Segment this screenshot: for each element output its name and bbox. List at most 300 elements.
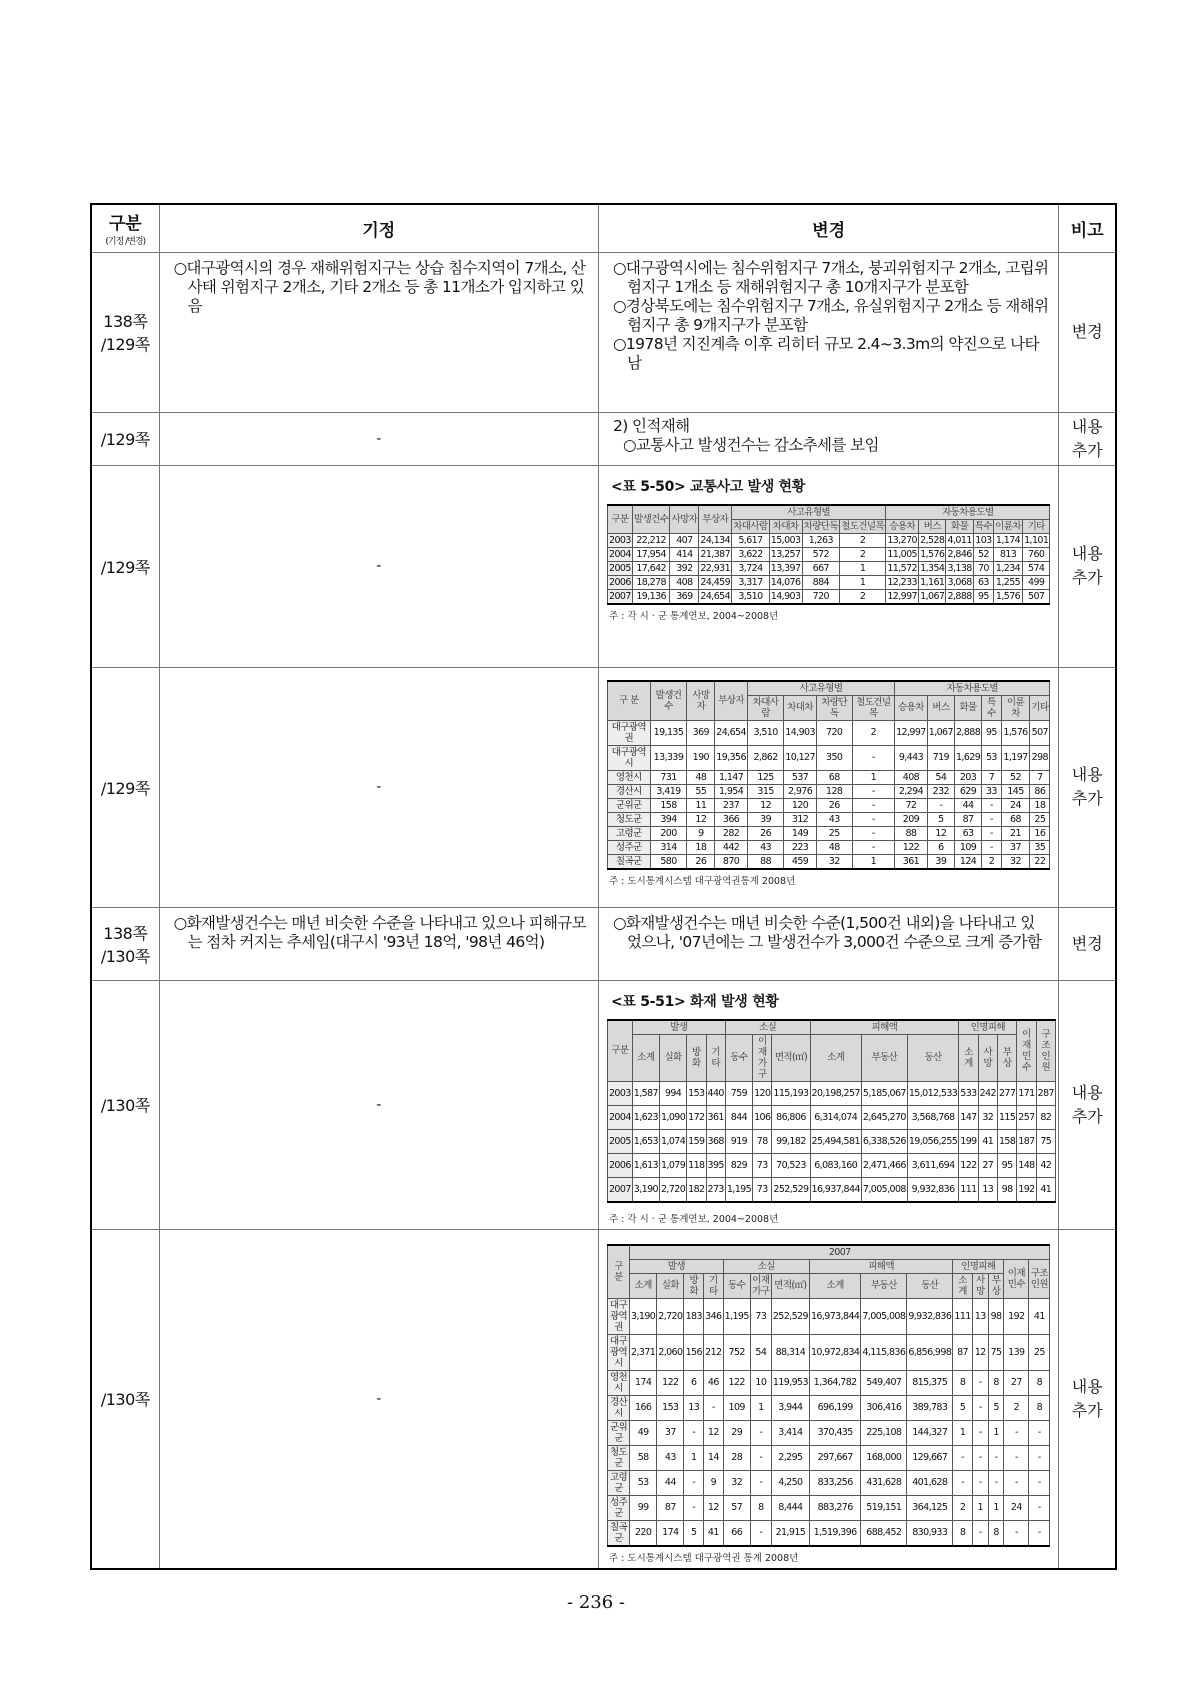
table-cell: 2,471,466 [861, 1153, 907, 1177]
table-cell: 1,576 [920, 548, 945, 560]
column-header: 부상자 [699, 505, 732, 534]
table-header-row [607, 681, 1049, 696]
table-row [91, 980, 1116, 1229]
table-cell: 21,387 [700, 548, 731, 560]
table-cell: 199 [959, 1129, 978, 1153]
table-row [607, 1081, 1055, 1105]
table-cell: 11,572 [887, 562, 917, 574]
remark [1059, 465, 1116, 667]
table-cell: 2,846 [947, 548, 972, 560]
table-cell: 22,931 [700, 562, 731, 574]
table-cell: 5,617 [732, 533, 770, 547]
table-cell: 3,138 [947, 562, 972, 574]
table-cell: 122 [895, 840, 928, 854]
table-cell: - [1029, 1420, 1050, 1445]
table-row [607, 1334, 1049, 1370]
fire-incident-region-table [607, 1244, 1050, 1547]
column-header: 구 분 [607, 681, 650, 721]
table-cell: 1,195 [725, 1177, 752, 1202]
header-category [91, 204, 159, 252]
table-cell: 29 [723, 1420, 750, 1445]
table-cell: 1 [852, 854, 895, 869]
table-cell: - [750, 1520, 771, 1546]
table-cell: 3,568,768 [907, 1105, 958, 1129]
column-header: 2007 [630, 1245, 1050, 1260]
table-cell: 731 [650, 770, 687, 784]
table-row [607, 1129, 1055, 1153]
table-cell: 1 [684, 1445, 704, 1470]
column-header: 사고유형별 [732, 505, 886, 520]
table-cell: 3,510 [732, 589, 770, 604]
table-cell: 459 [784, 854, 817, 869]
table-cell: 166 [630, 1395, 657, 1420]
column-header: 방화 [687, 1034, 706, 1081]
table-cell: 431,628 [861, 1470, 907, 1495]
table-cell: 192 [1017, 1177, 1036, 1202]
table-cell: 87 [954, 812, 981, 826]
table-cell: 392 [670, 561, 699, 575]
table-cell: 48 [816, 840, 852, 854]
table-cell: 27 [978, 1153, 997, 1177]
column-header: 사망자 [687, 681, 715, 721]
table-cell: 32 [1001, 854, 1030, 869]
table-cell: 99 [630, 1495, 657, 1520]
table-row [91, 412, 1116, 465]
column-header: 버스 [927, 695, 954, 720]
table-cell: 209 [895, 812, 928, 826]
traffic-accident-table [607, 504, 1050, 605]
table-cell: 190 [687, 745, 715, 770]
row-label: 영천시 [607, 770, 650, 784]
table-row [607, 745, 1049, 770]
remark-text: 추가 [1071, 1400, 1103, 1420]
table-cell: 72 [895, 798, 928, 812]
before-text: - [159, 465, 598, 667]
table-header-row [607, 1245, 1049, 1260]
table-row [91, 1229, 1116, 1569]
table-cell: 1,067 [920, 590, 945, 602]
table-row [607, 1298, 1049, 1334]
table-cell: 752 [723, 1334, 750, 1370]
table-cell: 370,435 [809, 1420, 860, 1445]
table-cell: - [972, 1395, 988, 1420]
table-cell: 17,954 [632, 547, 670, 561]
page-ref-line: /129쪽 [100, 335, 150, 354]
data-table [607, 680, 1050, 870]
table-cell: 20,198,257 [810, 1081, 861, 1105]
column-header: 방화 [684, 1273, 704, 1298]
data-table [607, 1019, 1056, 1203]
table-cell: 25 [1030, 812, 1050, 826]
table-cell: 298 [1030, 745, 1050, 770]
table-cell: 414 [670, 547, 699, 561]
table-cell: 507 [1030, 720, 1050, 745]
table-cell: 24 [1004, 1495, 1029, 1520]
table-cell: 43 [657, 1445, 684, 1470]
row-label: 2006 [609, 576, 631, 588]
table-row [607, 1370, 1049, 1395]
table-cell: 13,397 [770, 562, 801, 574]
table-cell: - [750, 1420, 771, 1445]
table-cell: 507 [1022, 589, 1049, 604]
column-header: 특수 [982, 695, 1002, 720]
table-cell: - [852, 840, 895, 854]
table-cell: 1,629 [954, 745, 981, 770]
table-cell: 314 [650, 840, 687, 854]
remark [1059, 667, 1116, 907]
before-text [159, 907, 598, 980]
row-label: 경산시 [607, 784, 650, 798]
table-cell: - [1004, 1420, 1029, 1445]
table-cell: 3,622 [732, 547, 770, 561]
table-cell: - [953, 1445, 973, 1470]
table-cell: 139 [1004, 1334, 1029, 1370]
table-cell: 4,115,836 [861, 1334, 907, 1370]
table-row [91, 465, 1116, 667]
table-row [607, 1470, 1049, 1495]
row-label: 군위군 [607, 798, 650, 812]
table-cell: 145 [1001, 784, 1030, 798]
column-header: 화물 [946, 519, 973, 533]
table-cell: 223 [784, 840, 817, 854]
column-header: 기타 [1022, 519, 1049, 533]
remark-text: 내용 [1071, 1082, 1103, 1102]
table-cell: 312 [784, 812, 817, 826]
table-cell: 129,667 [907, 1445, 953, 1470]
table-cell: 297,667 [809, 1445, 860, 1470]
table-cell: 3,317 [732, 575, 770, 589]
column-header: 자동차용도별 [895, 681, 1050, 696]
table-cell: 26 [816, 798, 852, 812]
table-cell: - [1029, 1445, 1050, 1470]
table-cell: 82 [1036, 1105, 1055, 1129]
table-cell: 22,212 [632, 533, 670, 547]
column-header: 소계 [632, 1034, 659, 1081]
table-cell: 667 [802, 561, 840, 575]
table-cell: 124 [954, 854, 981, 869]
table-cell: - [852, 798, 895, 812]
table-cell: 125 [747, 770, 783, 784]
table-cell: 37 [1001, 840, 1030, 854]
table-cell: 2,645,270 [861, 1105, 907, 1129]
table-cell: 2 [982, 854, 1002, 869]
table-cell: 1 [972, 1495, 988, 1520]
table-cell: 11,005 [887, 548, 917, 560]
remark [1059, 980, 1116, 1229]
column-header: 특수 [974, 520, 992, 532]
column-header: 기타 [706, 1034, 725, 1081]
table-cell: 6 [927, 840, 954, 854]
table-cell: 24 [1001, 798, 1030, 812]
table-cell: 12 [687, 812, 715, 826]
table-cell: 6 [684, 1370, 704, 1395]
table-cell: 7 [1030, 770, 1050, 784]
column-header: 동수 [723, 1273, 750, 1298]
column-header: 이재가구 [752, 1274, 770, 1297]
page-ref [91, 465, 159, 667]
table-cell: 12 [927, 826, 954, 840]
table-cell: 1,195 [723, 1298, 750, 1334]
column-header: 부상 [988, 1273, 1004, 1298]
table-cell: 5,185,067 [861, 1081, 907, 1105]
table-cell: 25 [1029, 1334, 1050, 1370]
table-cell: 95 [997, 1153, 1016, 1177]
table-cell: 28 [723, 1445, 750, 1470]
table-cell: 6,338,526 [861, 1129, 907, 1153]
table-cell: 168,000 [861, 1445, 907, 1470]
table-cell: 3,510 [747, 720, 783, 745]
row-label: 2007 [609, 590, 631, 602]
table-cell: 19,356 [715, 745, 748, 770]
table-cell: 24,654 [700, 590, 731, 602]
table-caption: <표 5-51> 화재 발생 현황 [610, 993, 779, 1010]
table-cell: 1,161 [920, 576, 945, 588]
table-cell: 24,654 [715, 720, 748, 745]
column-header: 소계 [809, 1273, 860, 1298]
table-cell: 19,135 [650, 720, 687, 745]
table-cell: 182 [687, 1177, 706, 1202]
header-category-sub: (기정 /변경) [105, 237, 146, 248]
table-cell: 7,005,008 [861, 1298, 907, 1334]
table-row [91, 667, 1116, 907]
table-cell: 70,523 [772, 1153, 810, 1177]
table-cell: 395 [706, 1153, 725, 1177]
table-cell: 1,090 [659, 1105, 686, 1129]
table-cell: 1,079 [659, 1153, 686, 1177]
table-cell: 4,250 [771, 1470, 809, 1495]
table-cell: 70 [973, 561, 993, 575]
table-cell: 830,933 [907, 1520, 953, 1546]
column-header: 기타 [704, 1273, 724, 1298]
table-cell: 55 [687, 784, 715, 798]
header-remark: 비고 [1059, 204, 1116, 252]
column-header: 동수 [725, 1034, 752, 1081]
page-ref-line: /130쪽 [100, 946, 150, 966]
column-header: 인명피해 [959, 1020, 1017, 1035]
table-cell: - [852, 784, 895, 798]
remark-text: 내용 [1071, 765, 1103, 784]
row-label: 대구광역시 [607, 745, 650, 770]
column-header: 차량단독 [803, 520, 838, 532]
table-cell: 12 [747, 798, 783, 812]
table-cell: 32 [723, 1470, 750, 1495]
table-cell: 2,528 [920, 534, 945, 546]
table-cell: 10,127 [784, 745, 817, 770]
column-header: 구조인원 [1029, 1259, 1050, 1298]
page-ref [91, 667, 159, 907]
remark [1059, 1229, 1116, 1569]
table-cell: 2,294 [895, 784, 928, 798]
table-cell: 73 [750, 1298, 771, 1334]
table-cell: 54 [927, 770, 954, 784]
table-cell: 15,003 [770, 534, 801, 546]
row-label: 청도군 [607, 812, 650, 826]
table-cell: 13,270 [887, 534, 917, 546]
page-ref-line: 138쪽 [103, 312, 148, 331]
table-cell: 1,263 [802, 533, 840, 547]
table-cell: - [684, 1470, 704, 1495]
column-header: 이륜차 [995, 520, 1021, 532]
table-cell: 122 [959, 1153, 978, 1177]
table-cell: 115 [997, 1105, 1016, 1129]
table-cell: 2 [840, 589, 886, 604]
table-cell: 10,972,834 [809, 1334, 860, 1370]
row-label: 2007 [607, 1177, 632, 1202]
table-cell: 1,074 [659, 1129, 686, 1153]
table-cell: 49 [630, 1420, 657, 1445]
table-caption: <표 5-50> 교통사고 발생 현황 [610, 478, 805, 495]
table-cell: 225,108 [861, 1420, 907, 1445]
table-row [607, 1395, 1049, 1420]
column-header: 발생 [630, 1259, 724, 1273]
header-before: 기정 [159, 204, 598, 252]
row-label: 대구광역권 [607, 1298, 629, 1334]
table-cell: 144,327 [907, 1420, 953, 1445]
row-label: 대구광역권 [607, 720, 650, 745]
row-label: 청도군 [607, 1445, 629, 1470]
table-row [607, 1420, 1049, 1445]
table-cell: 2 [840, 547, 886, 561]
before-text: - [159, 412, 598, 465]
table-cell: - [1004, 1445, 1029, 1470]
after-table-cell [598, 465, 1058, 667]
table-cell: 2,720 [659, 1177, 686, 1202]
table-cell: 4,011 [947, 534, 972, 546]
table-cell: 119,953 [771, 1370, 809, 1395]
table-cell: 350 [816, 745, 852, 770]
row-label: 칠곡군 [607, 854, 650, 869]
table-cell: 41 [704, 1520, 724, 1546]
table-cell: - [972, 1445, 988, 1470]
page-ref [91, 252, 159, 412]
table-cell: 368 [706, 1129, 725, 1153]
bullet-text: ○교통사고 발생건수는 감소추세를 보임 [622, 435, 879, 454]
table-cell: - [982, 826, 1002, 840]
column-header: 소실 [725, 1020, 810, 1035]
table-cell: 883,276 [809, 1495, 860, 1520]
table-cell: 389,783 [907, 1395, 953, 1420]
table-cell: 12 [704, 1495, 724, 1520]
table-cell: 22 [1030, 854, 1050, 869]
table-cell: 3,190 [630, 1298, 657, 1334]
table-cell: 442 [715, 840, 748, 854]
column-header: 사망 [972, 1273, 988, 1298]
table-row [91, 907, 1116, 980]
table-cell: 844 [725, 1105, 752, 1129]
table-cell: 122 [657, 1370, 684, 1395]
table-cell: 1 [840, 575, 886, 589]
table-cell: 53 [630, 1470, 657, 1495]
table-cell: - [972, 1370, 988, 1395]
table-cell: 401,628 [907, 1470, 953, 1495]
table-cell: 187 [1017, 1129, 1036, 1153]
table-cell: 9,932,836 [907, 1177, 958, 1202]
table-cell: 252,529 [772, 1177, 810, 1202]
table-cell: 9,932,836 [907, 1298, 953, 1334]
table-cell: 2,720 [657, 1298, 684, 1334]
table-cell: 73 [753, 1153, 772, 1177]
table-cell: 499 [1022, 575, 1049, 589]
table-cell: 919 [725, 1129, 752, 1153]
table-cell: 533 [959, 1081, 978, 1105]
table-cell: 174 [630, 1370, 657, 1395]
table-row [607, 1177, 1055, 1202]
table-cell: 273 [706, 1177, 725, 1202]
table-cell: 5 [988, 1395, 1004, 1420]
table-cell: - [972, 1520, 988, 1546]
table-cell: - [972, 1420, 988, 1445]
table-cell: 519,151 [861, 1495, 907, 1520]
table-cell: 6,314,074 [810, 1105, 861, 1129]
table-cell: 103 [975, 534, 992, 546]
table-cell: 366 [715, 812, 748, 826]
table-header-row [607, 1259, 1049, 1273]
table-cell: 884 [802, 575, 840, 589]
row-label: 칠곡군 [607, 1520, 629, 1546]
table-cell: 361 [706, 1105, 725, 1129]
row-label: 2003 [607, 1081, 632, 1105]
table-cell: 829 [725, 1153, 752, 1177]
table-cell: 115,193 [772, 1081, 810, 1105]
table-cell: 43 [816, 812, 852, 826]
table-cell: 5 [953, 1395, 973, 1420]
table-cell: 87 [953, 1334, 973, 1370]
table-cell: 46 [704, 1370, 724, 1395]
table-row [607, 720, 1049, 745]
table-cell: 1,653 [632, 1129, 659, 1153]
header-category-label: 구분 [108, 214, 142, 235]
table-cell: 25 [816, 826, 852, 840]
table-cell: - [988, 1470, 1004, 1495]
table-cell: 18 [687, 840, 715, 854]
column-header: 구 분 [607, 1245, 629, 1299]
after-text [598, 907, 1058, 980]
table-cell: 24,134 [700, 534, 731, 546]
table-cell: 88 [895, 826, 928, 840]
table-cell: 277 [997, 1081, 1016, 1105]
table-cell: 106 [753, 1105, 772, 1129]
table-cell: - [953, 1470, 973, 1495]
table-cell: 1,354 [920, 562, 945, 574]
column-header: 사고유형별 [747, 681, 894, 696]
header-row [91, 204, 1116, 252]
column-header: 구조인원 [1036, 1020, 1055, 1082]
before-text [159, 252, 598, 412]
table-cell: 122 [723, 1370, 750, 1395]
table-cell: 282 [715, 826, 748, 840]
table-cell: 252,529 [771, 1298, 809, 1334]
remark [1059, 412, 1116, 465]
table-cell: 813 [994, 547, 1023, 561]
table-cell: 720 [802, 589, 840, 604]
column-header: 구분 [607, 505, 632, 534]
table-cell: 32 [816, 854, 852, 869]
table-cell: 8 [750, 1495, 771, 1520]
table-cell: 32 [978, 1105, 997, 1129]
row-label: 성주군 [607, 1495, 629, 1520]
before-text: - [159, 667, 598, 907]
row-label: 성주군 [607, 840, 650, 854]
remark-text: 변경 [1071, 933, 1103, 953]
table-cell: 8 [953, 1370, 973, 1395]
table-cell: - [927, 798, 954, 812]
table-cell: 3,611,694 [907, 1153, 958, 1177]
table-cell: 3,724 [732, 561, 770, 575]
table-cell: 408 [895, 770, 928, 784]
table-row [607, 812, 1049, 826]
table-cell: 12,233 [887, 576, 917, 588]
table-cell: 1 [953, 1420, 973, 1445]
